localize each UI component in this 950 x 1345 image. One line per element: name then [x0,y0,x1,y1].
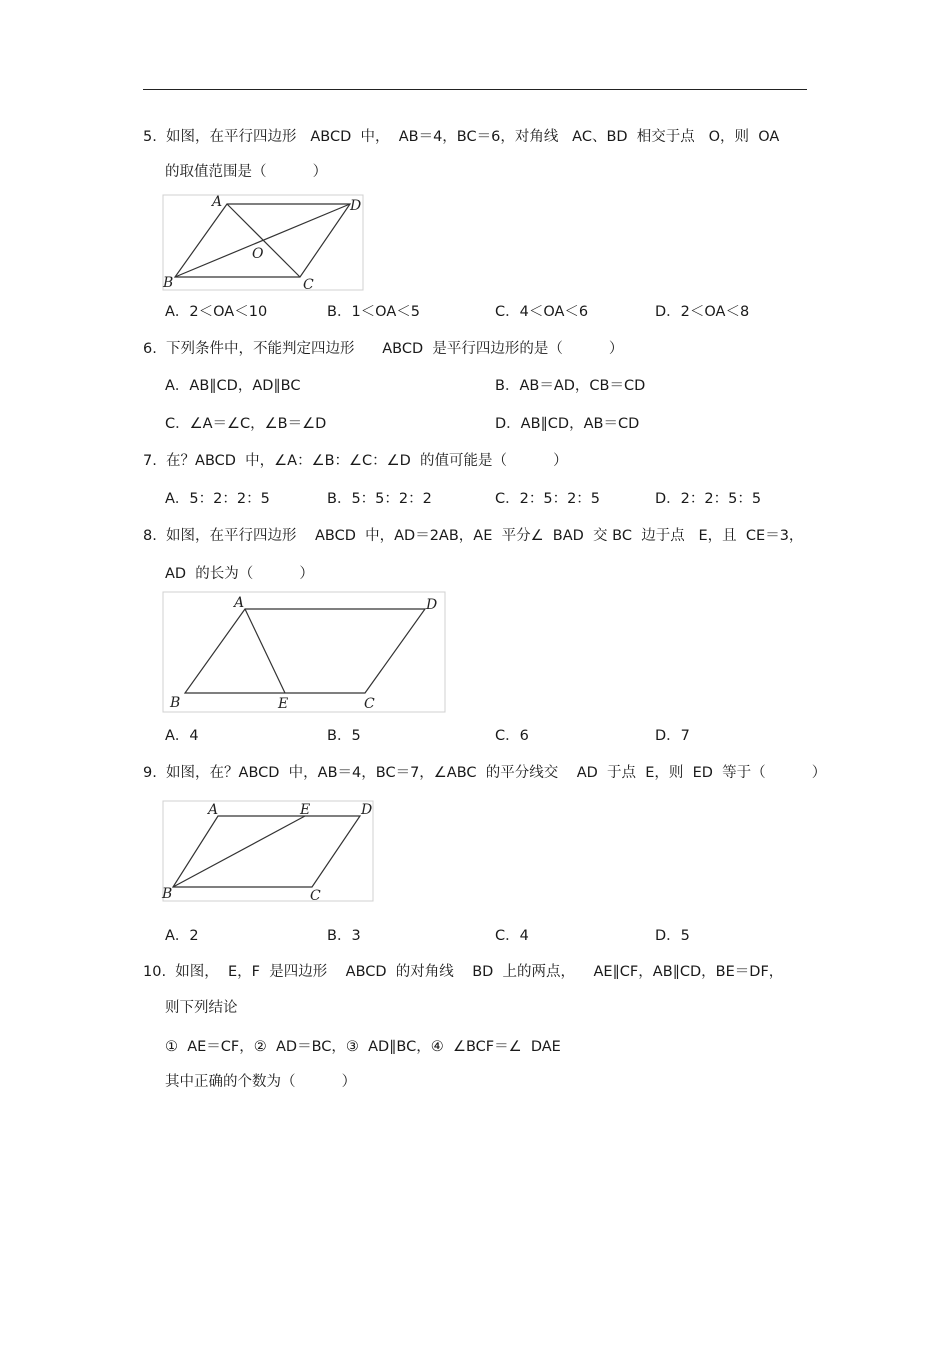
q9-label-d: D [361,802,373,818]
q9-label-c: C [310,888,321,904]
q7-option-c: C．2：5：2：5 [495,491,601,507]
q5-option-d: D．2＜OA＜8 [655,304,750,320]
q9-label-a: A [208,802,219,818]
q6-stem-line1: 6. 下列条件中，不能判定四边形 ABCD 是平行四边形的是（ ） [143,341,624,357]
q9-label-e: E [300,802,311,818]
q9-label-b: B [162,886,173,902]
q5-label-a: A [212,194,223,210]
q5-label-c: C [303,277,314,293]
q8-stem-line2: AD 的长为（ ） [165,566,314,582]
q8-label-b: B [170,695,181,711]
q7-option-b: B．5：5：2：2 [327,491,432,507]
q8-stem-line1: 8. 如图，在平行四边形 ABCD 中，AD＝2AB，AE 平分∠ BAD 交 BC 边于点 E，且 CE＝3， [143,528,804,544]
q9-option-b: B．3 [327,928,361,944]
q9-stem-line1: 9. 如图，在？ABCD 中，AB＝4，BC＝7，∠ABC 的平分线交 AD 于点 E，则 ED 等于（ ） [143,765,827,781]
q5-label-d: D [350,198,362,214]
q7-stem-line1: 7. 在？ABCD 中，∠A：∠B：∠C：∠D 的值可能是（ ） [143,453,568,469]
q8-option-a: A．4 [165,728,199,744]
q6-option-d: D．AB∥CD，AB＝CD [495,416,640,432]
q8-option-d: D．7 [655,728,690,744]
q5-option-b: B．1＜OA＜5 [327,304,420,320]
q5-label-b: B [163,275,174,291]
q6-option-b: B．AB＝AD，CB＝CD [495,378,646,394]
q7-option-d: D．2：2：5：5 [655,491,762,507]
q5-stem-line1: 5. 如图，在平行四边形 ABCD 中， AB＝4，BC＝6，对角线 AC、BD 相交于点 O，则 OA [143,129,780,145]
header-rule [143,89,807,90]
q5-stem-line2: 的取值范围是（ ） [165,164,328,180]
q5-option-c: C．4＜OA＜6 [495,304,589,320]
q10-question: 其中正确的个数为（ ） [165,1074,357,1090]
q6-option-a: A．AB∥CD，AD∥BC [165,378,301,394]
q9-parallelogram-figure [160,798,378,906]
q8-label-a: A [234,595,245,611]
q8-label-d: D [426,597,438,613]
q6-option-c: C．∠A＝∠C，∠B＝∠D [165,416,327,432]
q5-parallelogram-figure [160,192,370,294]
q8-label-c: C [364,696,375,712]
q9-option-d: D．5 [655,928,690,944]
q8-parallelogram-figure [160,589,450,717]
q5-label-o: O [252,246,264,262]
q5-option-a: A．2＜OA＜10 [165,304,268,320]
q10-stem-line1: 10. 如图， E，F 是四边形 ABCD 的对角线 BD 上的两点， AE∥CF，AB∥CD，BE＝DF， [143,964,784,980]
q10-conclusions: ① AE＝CF，② AD＝BC，③ AD∥BC，④ ∠BCF＝∠ DAE [165,1039,561,1055]
q9-option-a: A．2 [165,928,199,944]
q7-option-a: A．5：2：2：5 [165,491,270,507]
q8-label-e: E [278,696,289,712]
q8-option-b: B．5 [327,728,361,744]
q10-stem-line2: 则下列结论 [165,1000,238,1016]
q8-option-c: C．6 [495,728,529,744]
q9-option-c: C．4 [495,928,529,944]
